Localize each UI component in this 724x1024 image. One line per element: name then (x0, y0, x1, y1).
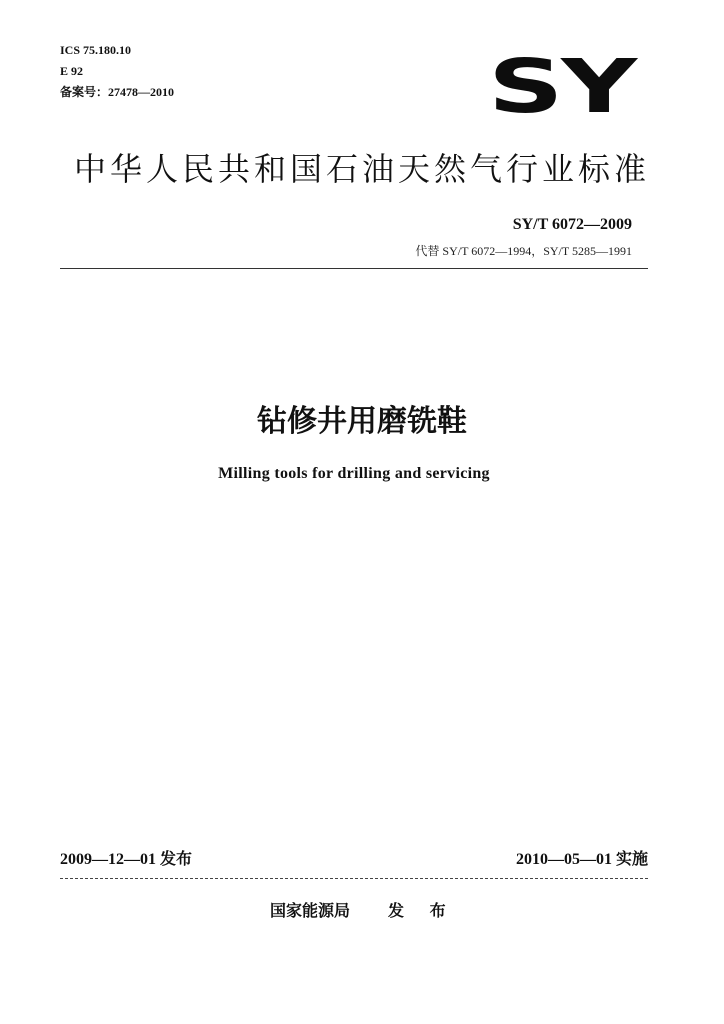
footer-divider (60, 878, 648, 879)
ics-code: ICS 75.180.10 (60, 43, 132, 57)
issue-date: 2009—12—01 发布 (60, 851, 193, 868)
issuer-action: 发 布 (388, 901, 456, 920)
header-divider (60, 268, 648, 269)
document-title-en: Milling tools for drilling and servicing (218, 465, 490, 482)
record-number: 备案号：27478—2010 (60, 85, 175, 99)
standard-category-title: 中华人民共和国石油天然气行业标准 (73, 150, 650, 188)
sy-logo: SY (488, 43, 635, 130)
document-title-zh: 钻修井用磨铣鞋 (257, 404, 467, 439)
replaces-note: 代替 SY/T 6072—1994，SY/T 5285—1991 (415, 244, 632, 258)
classification-code: E 92 (60, 64, 84, 78)
issuer-name: 国家能源局 (270, 901, 351, 920)
implementation-date: 2010—05—01 实施 (515, 851, 648, 868)
standard-number: SY/T 6072—2009 (512, 216, 632, 233)
